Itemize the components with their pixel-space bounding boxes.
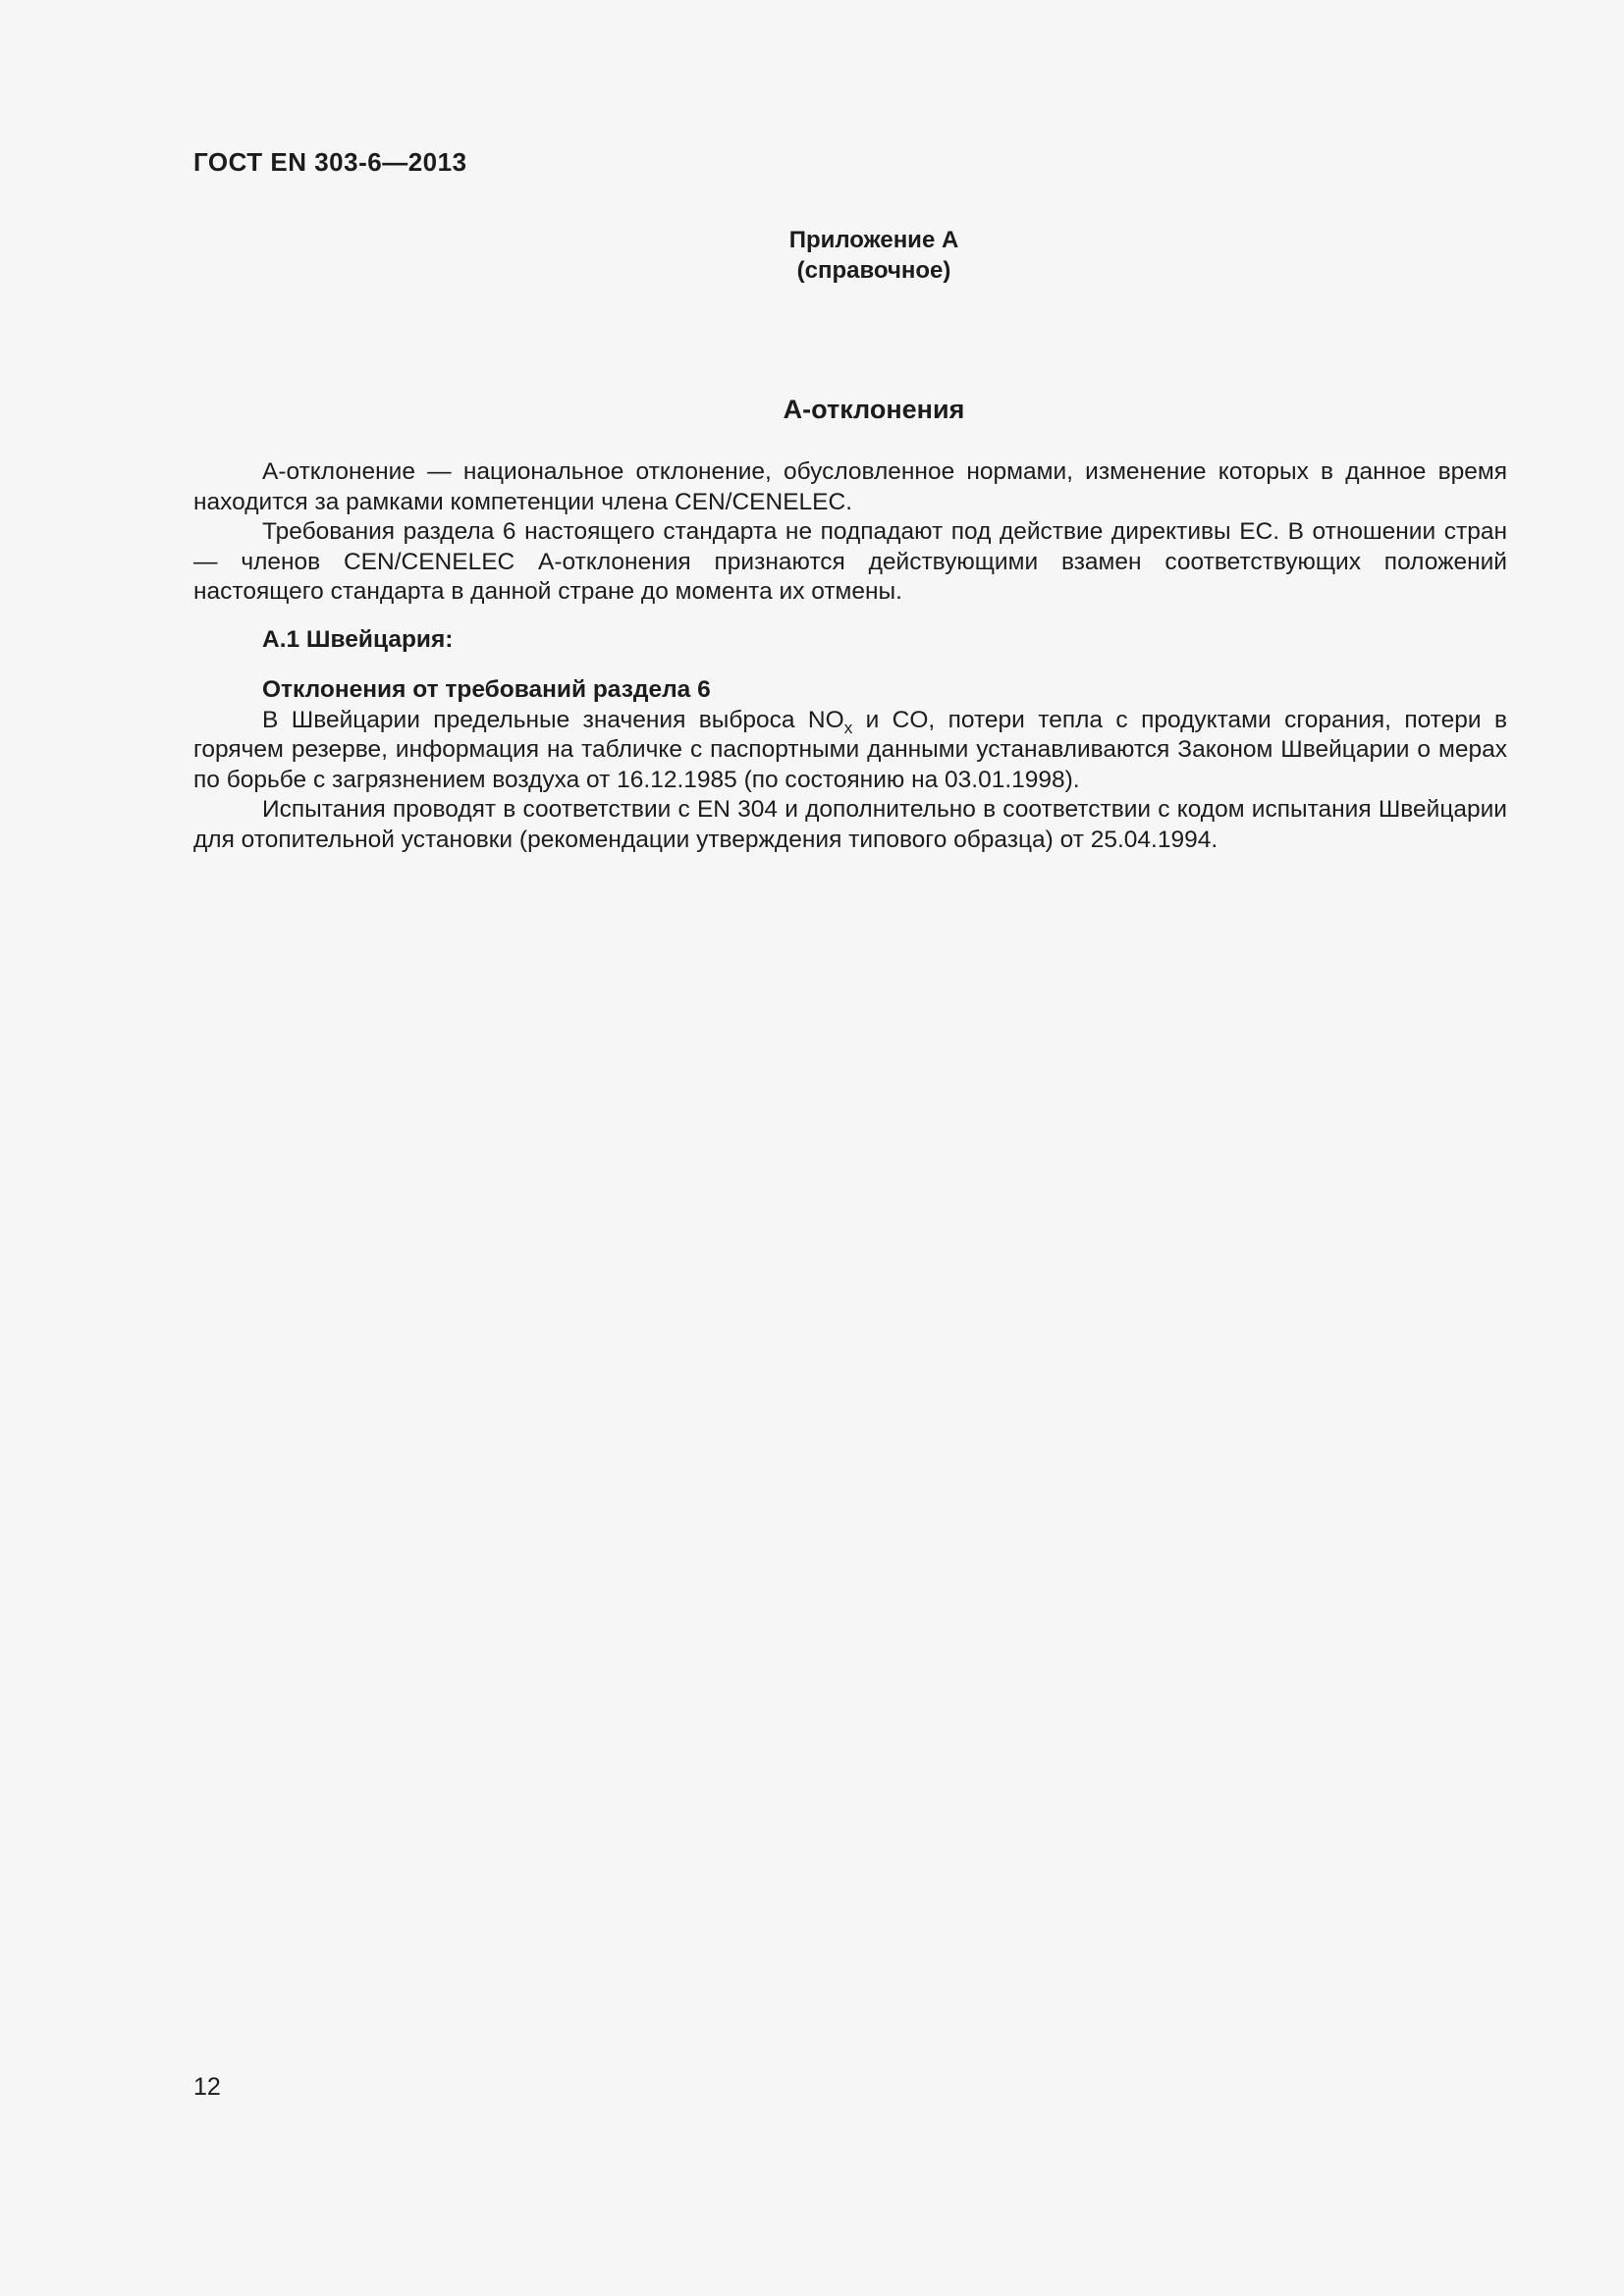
annex-heading [193,225,1507,286]
limits-text-before: В Швейцарии предельные значения выброса NO [262,706,844,733]
deviation-subheading: Отклонения от требований раздела 6 [262,676,711,703]
paragraph-requirements: Требования раздела 6 настоящего стандарта не подпадают под действие директивы ЕС. В отношении стран — членов CEN/CENELEC А-отклонения признаются действующими взамен соответствующих положений настоящего стандарта в данной стране до момента их отмены. [193,518,1507,605]
section-title-text: А-отклонения [783,395,965,424]
paragraph-testing: Испытания проводят в соответствии с EN 304 и дополнительно в соответствии с кодом испытания Швейцарии для отопительной установки (рекомендации утверждения типового образца) от 25.04.1994. [193,796,1507,853]
section-intro [193,457,1507,608]
section-title [193,395,1507,425]
page-number: 12 [193,2073,221,2101]
annex-label: Приложение А [788,227,959,253]
limits-text-after: и CO, потери тепла с продуктами сгорания, потери в горячем резерве, информация на табличке с паспортными данными устанавливаются Законом Швейцарии о мерах по борьбе с загрязнением воздуха от 16.12.1985 (по состоянию на 03.01.1998). [193,706,1507,793]
subsection-heading: А.1 Швейцария: [262,626,454,653]
subsection-body [193,675,1507,855]
annex-type: (справочное) [796,257,951,284]
paragraph-definition: А-отклонение — национальное отклонение, обусловленное нормами, изменение которых в данное время находится за рамками компетенции члена CEN/CENELEC. [193,458,1507,515]
paragraph-switzerland-limits [193,706,1507,796]
subsection-heading-block [193,625,1507,656]
nox-subscript: x [843,718,853,737]
document-standard-id: ГОСТ EN 303-6—2013 [193,147,467,177]
